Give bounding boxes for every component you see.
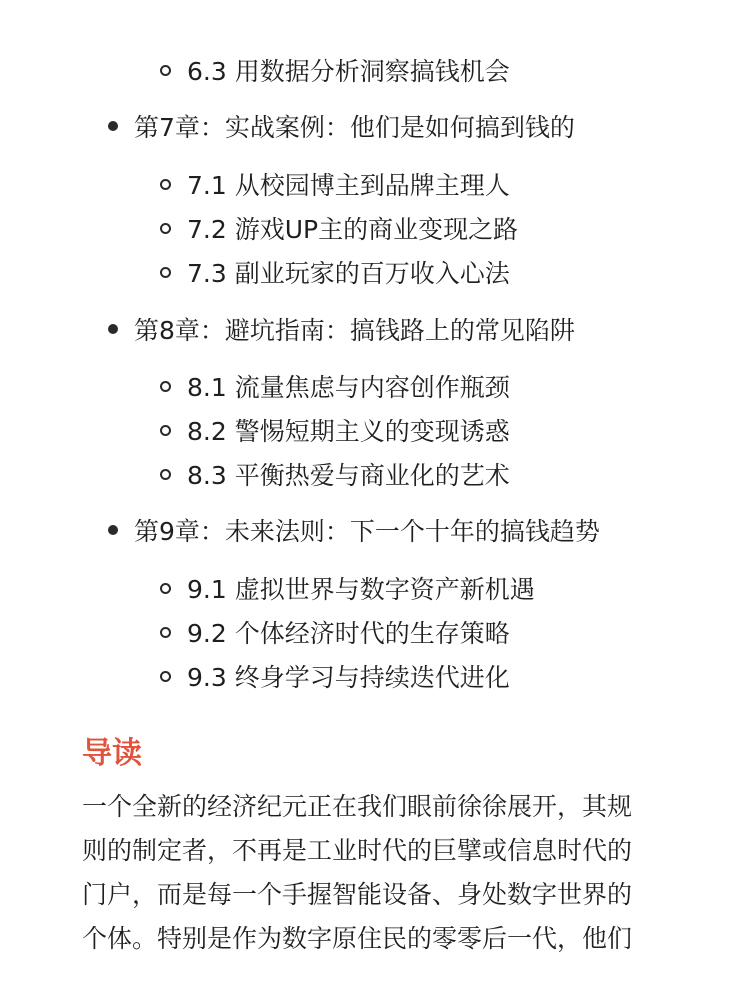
- outline-item-6-3: [160, 50, 510, 90]
- hollow-bullet-icon: [160, 671, 171, 682]
- hollow-bullet-icon: [160, 267, 171, 278]
- hollow-bullet-icon: [160, 381, 171, 392]
- intro-line: 一个全新的经济纪元正在我们眼前徐徐展开，其规: [82, 792, 633, 821]
- hollow-bullet-icon: [160, 583, 171, 594]
- outline-item-text: 8.2 警惕短期主义的变现诱惑: [187, 417, 510, 446]
- outline-item-text: 9.2 个体经济时代的生存策略: [187, 619, 510, 648]
- hollow-bullet-icon: [160, 223, 171, 234]
- hollow-bullet-icon: [160, 179, 171, 190]
- intro-paragraph: [82, 785, 672, 961]
- outline-chapter-text: 第9章：未来法则：下一个十年的搞钱趋势: [134, 517, 600, 546]
- intro-line: 则的制定者，不再是工业时代的巨擘或信息时代的: [82, 836, 633, 865]
- outline-chapter-7: [108, 104, 575, 148]
- outline-item-text: 8.3 平衡热爱与商业化的艺术: [187, 461, 510, 490]
- outline-item-text: 9.1 虚拟世界与数字资产新机遇: [187, 575, 535, 604]
- outline-chapter-8: [108, 307, 575, 351]
- intro-heading: 导读: [82, 736, 142, 771]
- intro-line: 门户，而是每一个手握智能设备、身处数字世界的: [82, 880, 633, 909]
- hollow-bullet-icon: [160, 425, 171, 436]
- outline-item-9-3: [160, 656, 510, 696]
- hollow-bullet-icon: [160, 65, 171, 76]
- outline-chapter-text: 第7章：实战案例：他们是如何搞到钱的: [134, 113, 575, 142]
- outline-item-text: 9.3 终身学习与持续迭代进化: [187, 663, 510, 692]
- outline-item-text: 8.1 流量焦虑与内容创作瓶颈: [187, 373, 510, 402]
- outline-item-7-3: [160, 252, 510, 292]
- outline-item-7-1: [160, 164, 510, 204]
- filled-bullet-icon: [108, 324, 118, 334]
- outline-item-text: 7.1 从校园博主到品牌主理人: [187, 171, 510, 200]
- outline-item-8-3: [160, 454, 510, 494]
- outline-item-9-2: [160, 612, 510, 652]
- outline-item-text: 7.2 游戏UP主的商业变现之路: [187, 215, 519, 244]
- outline-item-8-2: [160, 410, 510, 450]
- outline-item-8-1: [160, 366, 510, 406]
- hollow-bullet-icon: [160, 627, 171, 638]
- outline-chapter-9: [108, 508, 600, 552]
- intro-line: 个体。特别是作为数字原住民的零零后一代，他们: [82, 924, 633, 953]
- outline-item-text: 7.3 副业玩家的百万收入心法: [187, 259, 510, 288]
- filled-bullet-icon: [108, 121, 118, 131]
- outline-item-text: 6.3 用数据分析洞察搞钱机会: [187, 57, 510, 86]
- hollow-bullet-icon: [160, 469, 171, 480]
- outline-item-9-1: [160, 568, 535, 608]
- filled-bullet-icon: [108, 525, 118, 535]
- outline-chapter-text: 第8章：避坑指南：搞钱路上的常见陷阱: [134, 316, 575, 345]
- outline-item-7-2: [160, 208, 518, 248]
